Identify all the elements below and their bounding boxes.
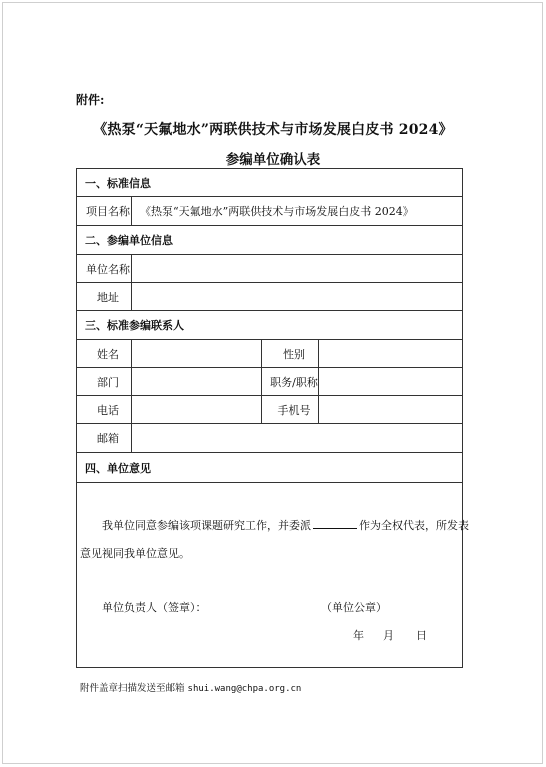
- project-name-label: 项目名称: [77, 197, 132, 226]
- opinion-line-2: 意见视同我单位意见。: [80, 547, 190, 560]
- phone-label: 电话: [77, 396, 132, 424]
- project-name-value[interactable]: 《热泵“天氟地水”两联供技术与市场发展白皮书 2024》: [132, 197, 463, 226]
- department-label: 部门: [77, 368, 132, 396]
- mobile-label: 手机号: [262, 396, 319, 424]
- section-standard-info-heading: 一、标准信息: [77, 169, 463, 197]
- gender-field[interactable]: [319, 340, 463, 368]
- unit-name-field[interactable]: [132, 255, 463, 283]
- email-field[interactable]: [132, 424, 463, 453]
- opinion-line-1: [102, 517, 469, 533]
- section-unit-info-heading: 二、参编单位信息: [77, 226, 463, 255]
- section-contact-heading: 三、标准参编联系人: [77, 311, 463, 340]
- position-field[interactable]: [319, 368, 463, 396]
- delegate-blank[interactable]: [313, 518, 357, 529]
- email-label: 邮箱: [77, 424, 132, 453]
- contact-name-label: 姓名: [77, 340, 132, 368]
- date-month-label: 月: [383, 629, 394, 642]
- position-label: 职务/职称: [262, 368, 319, 396]
- document-subtitle: 参编单位确认表: [225, 152, 321, 168]
- opinion-line-1-text-before: 我单位同意参编该项课题研究工作，并委派: [102, 519, 311, 532]
- mobile-field[interactable]: [319, 396, 463, 424]
- gender-label: 性别: [262, 340, 319, 368]
- opinion-line-1-text-after: 作为全权代表，所发表: [359, 519, 469, 532]
- opinion-area[interactable]: [77, 483, 463, 668]
- address-label: 地址: [77, 283, 132, 311]
- footnote-email[interactable]: shui.wang@chpa.org.cn: [187, 684, 302, 694]
- phone-field[interactable]: [132, 396, 262, 424]
- address-field[interactable]: [132, 283, 463, 311]
- unit-name-label: 单位名称: [77, 255, 132, 283]
- date-year-label: 年: [353, 629, 364, 642]
- department-field[interactable]: [132, 368, 262, 396]
- confirmation-form-table: [76, 168, 463, 668]
- footnote: [80, 680, 301, 694]
- footnote-text: 附件盖章扫描发送至邮箱: [80, 683, 185, 694]
- seal-label: （单位公章）: [321, 601, 387, 614]
- section-opinion-heading: 四、单位意见: [77, 453, 463, 483]
- date-day-label: 日: [416, 629, 427, 642]
- document-title: 《热泵“天氟地水”两联供技术与市场发展白皮书 2024》: [93, 122, 453, 138]
- signer-label: 单位负责人（签章）：: [102, 601, 207, 614]
- contact-name-field[interactable]: [132, 340, 262, 368]
- attachment-label: 附件:: [76, 93, 105, 107]
